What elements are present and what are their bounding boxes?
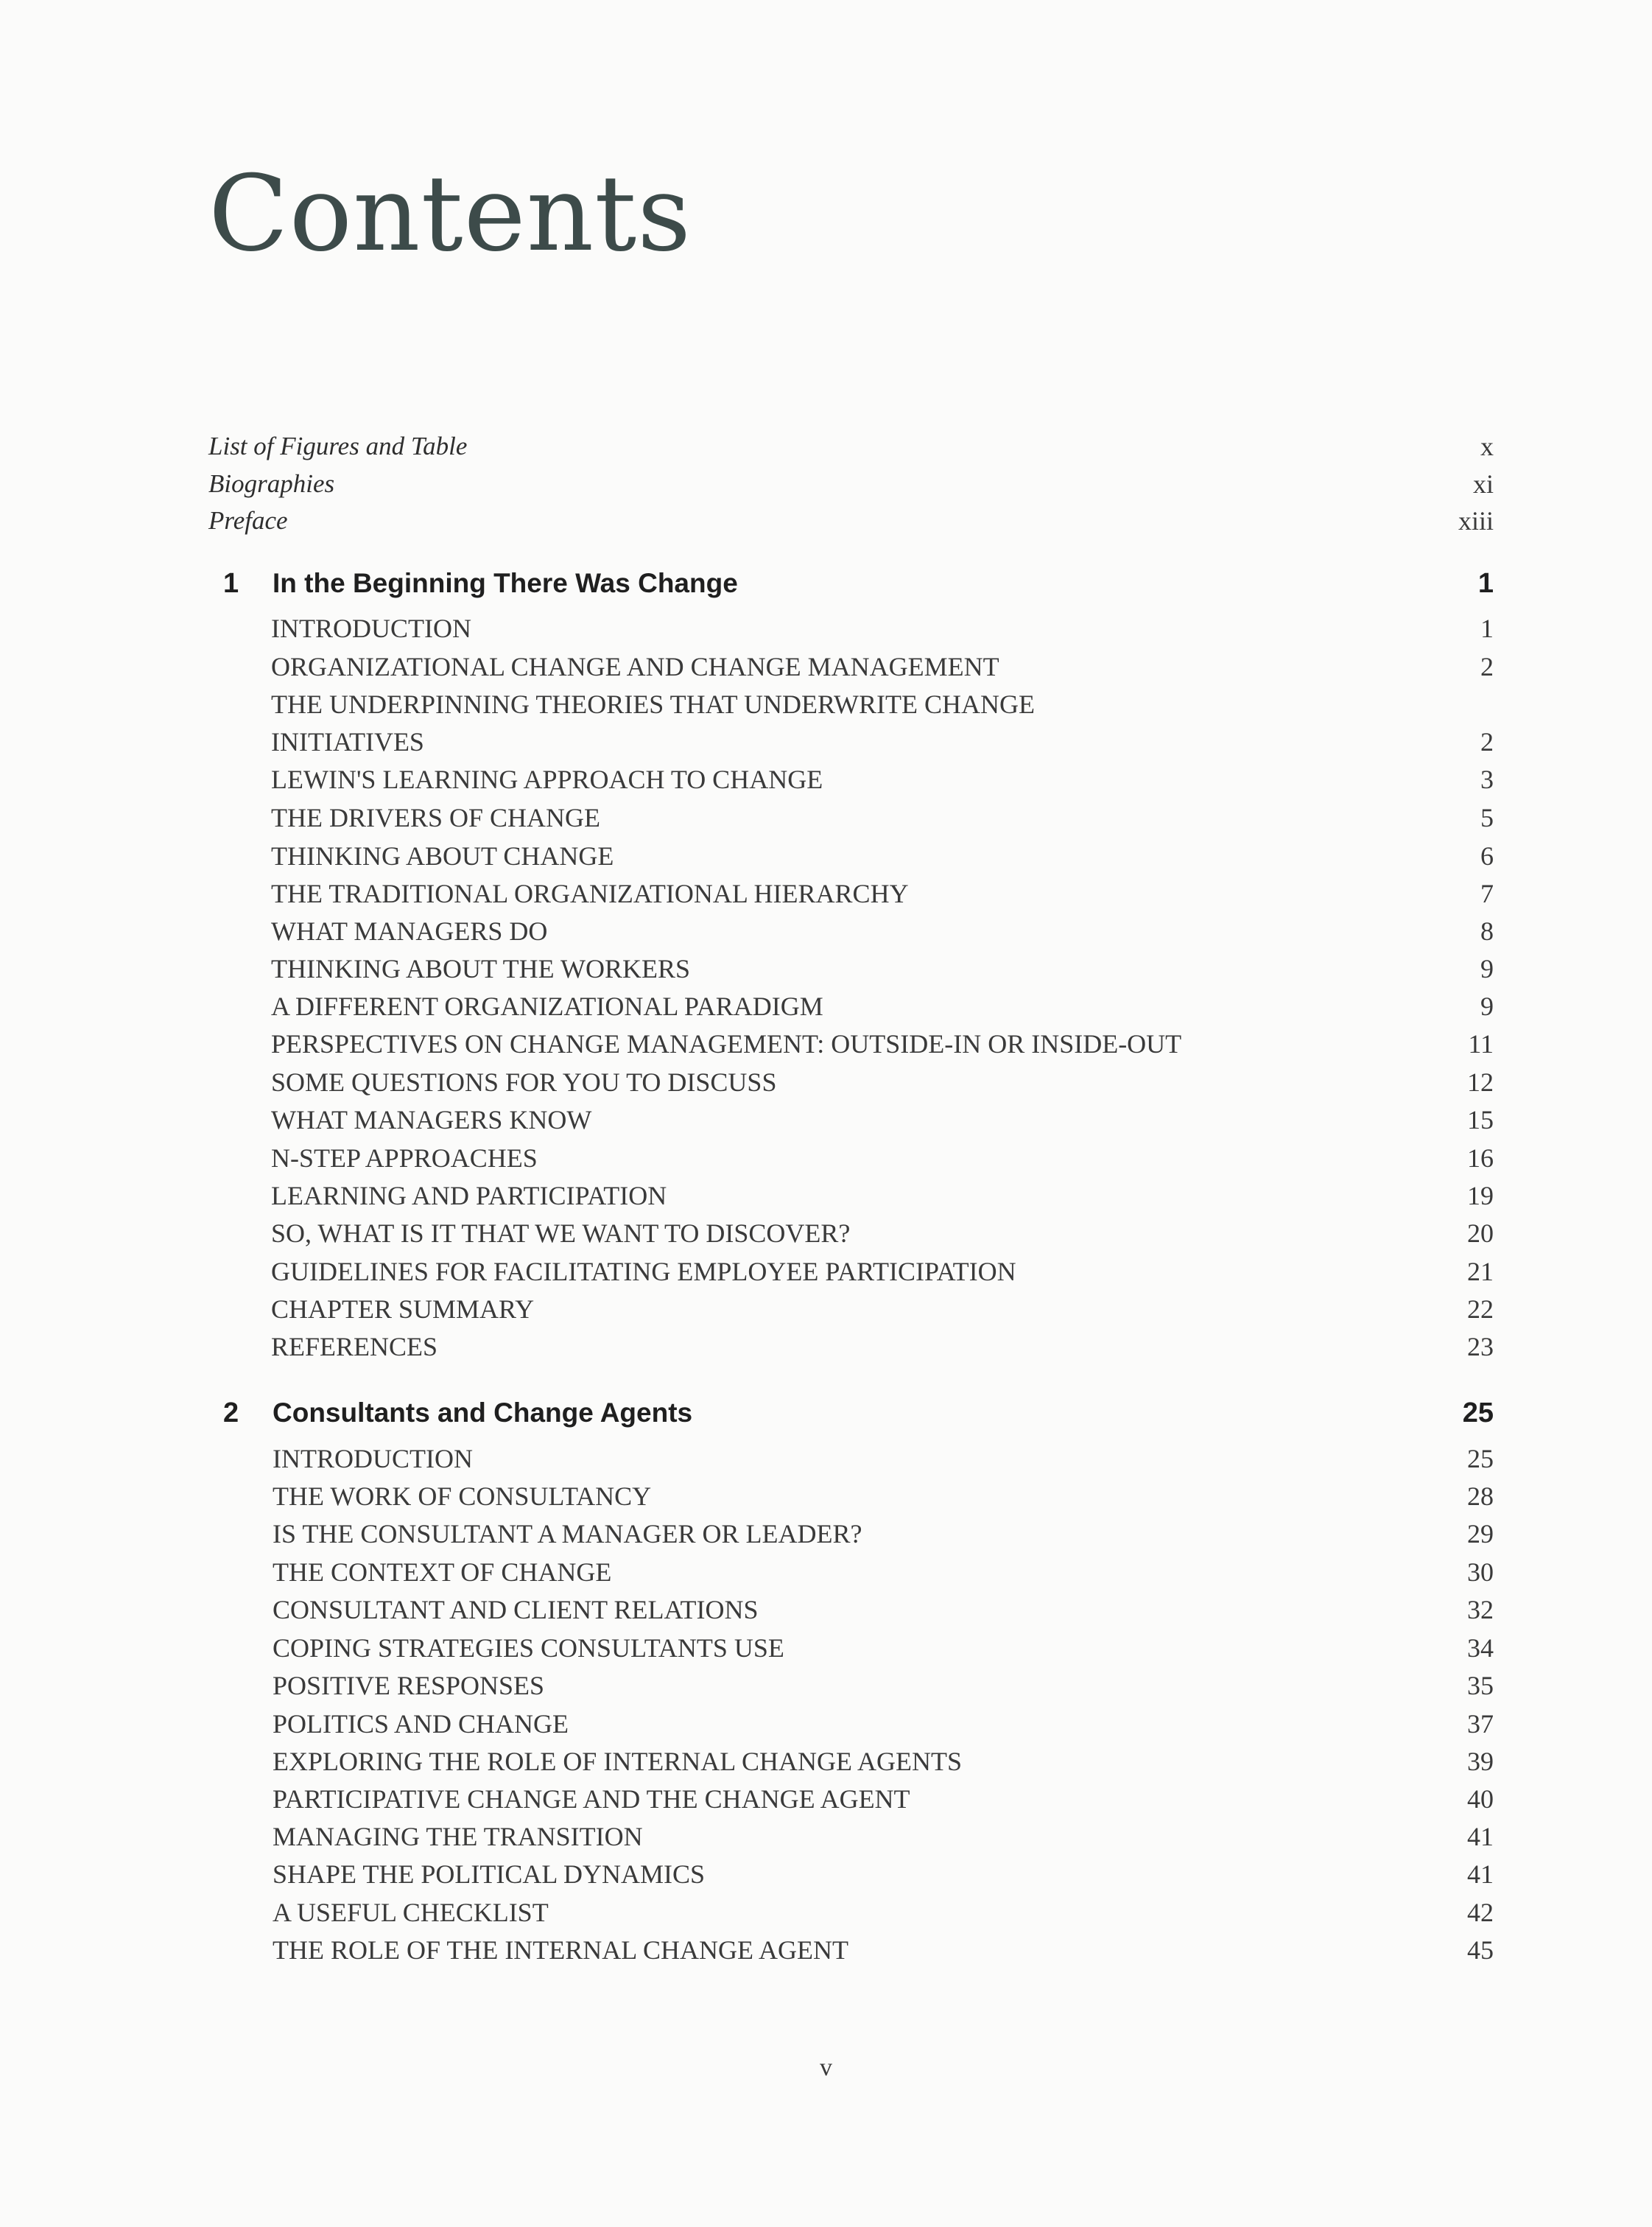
toc-entry[interactable] <box>0 1780 1494 1818</box>
section-title: COPING STRATEGIES CONSULTANTS USE <box>273 1633 784 1663</box>
page-number: 34 <box>1467 1633 1494 1663</box>
toc-entry[interactable] <box>0 1139 1494 1177</box>
page-number: 19 <box>1467 1181 1494 1210</box>
page-number: 6 <box>1480 841 1494 871</box>
section-title: SO, WHAT IS IT THAT WE WANT TO DISCOVER? <box>271 1218 851 1248</box>
folio-page-number: v <box>820 2054 832 2081</box>
toc-entry[interactable] <box>0 1290 1494 1328</box>
page-number: 7 <box>1480 879 1494 908</box>
chapter-number: 2 <box>223 1397 239 1428</box>
section-title: SOME QUESTIONS FOR YOU TO DISCUSS <box>271 1067 777 1097</box>
section-title: A USEFUL CHECKLIST <box>273 1898 549 1927</box>
front-matter-entry[interactable] <box>0 427 1494 466</box>
chapter-title: In the Beginning There Was Change <box>273 568 738 598</box>
section-title: PARTICIPATIVE CHANGE AND THE CHANGE AGENT <box>273 1784 910 1814</box>
toc-entry[interactable] <box>0 1817 1494 1856</box>
page-number: 39 <box>1467 1747 1494 1776</box>
page-number: xiii <box>1458 506 1494 536</box>
section-title: CHAPTER SUMMARY <box>271 1294 535 1324</box>
section-title: INTRODUCTION <box>273 1444 473 1473</box>
section-title: ORGANIZATIONAL CHANGE AND CHANGE MANAGEMENT <box>271 652 999 681</box>
page-number: 28 <box>1467 1481 1494 1511</box>
section-title: THE CONTEXT OF CHANGE <box>273 1557 612 1587</box>
toc-entry[interactable] <box>0 648 1494 686</box>
toc-entry[interactable] <box>0 1742 1494 1781</box>
page-number: 29 <box>1467 1519 1494 1549</box>
section-title: POLITICS AND CHANGE <box>273 1709 569 1739</box>
chapter-heading[interactable] <box>0 1394 1494 1432</box>
front-matter-entry[interactable] <box>0 502 1494 540</box>
section-title: EXPLORING THE ROLE OF INTERNAL CHANGE AGENTS <box>273 1747 962 1776</box>
section-title: IS THE CONSULTANT A MANAGER OR LEADER? <box>273 1519 862 1549</box>
toc-entry[interactable] <box>0 1931 1494 1969</box>
toc-entry[interactable] <box>0 1439 1494 1478</box>
chapter-number: 1 <box>223 568 239 599</box>
section-title: LEWIN'S LEARNING APPROACH TO CHANGE <box>271 765 823 794</box>
section-title: N-STEP APPROACHES <box>271 1143 538 1173</box>
toc-entry[interactable] <box>0 1063 1494 1101</box>
section-title: WHAT MANAGERS DO <box>271 916 548 946</box>
section-title: REFERENCES <box>271 1332 438 1361</box>
section-title: THE WORK OF CONSULTANCY <box>273 1481 652 1511</box>
toc-entry[interactable] <box>0 1214 1494 1252</box>
section-title: THE ROLE OF THE INTERNAL CHANGE AGENT <box>273 1935 848 1965</box>
toc-entry[interactable] <box>0 1252 1494 1291</box>
page-number: 1 <box>1480 614 1494 643</box>
page-number: 2 <box>1480 652 1494 681</box>
page-number: 9 <box>1480 992 1494 1021</box>
page-number: 3 <box>1480 765 1494 794</box>
section-title: THE UNDERPINNING THEORIES THAT UNDERWRITE CHANGE <box>271 690 1035 719</box>
section-title: THINKING ABOUT CHANGE <box>271 841 614 871</box>
front-matter-title: Preface <box>208 506 288 535</box>
section-title-continued: INITIATIVES <box>271 727 424 757</box>
toc-entry[interactable] <box>0 1515 1494 1553</box>
toc-entry[interactable] <box>0 609 1494 648</box>
section-title: PERSPECTIVES ON CHANGE MANAGEMENT: OUTSIDE-IN OR INSIDE-OUT <box>271 1029 1182 1059</box>
toc-entry[interactable] <box>0 1666 1494 1705</box>
page-number: 25 <box>1467 1444 1494 1473</box>
chapter-title: Consultants and Change Agents <box>273 1397 693 1428</box>
chapter-page-number: 25 <box>1462 1397 1494 1428</box>
page-number: 23 <box>1467 1332 1494 1361</box>
section-title: POSITIVE RESPONSES <box>273 1671 545 1700</box>
page-number: 8 <box>1480 916 1494 946</box>
page-number: 16 <box>1467 1143 1494 1173</box>
front-matter-title: List of Figures and Table <box>208 432 468 460</box>
page-number: 37 <box>1467 1709 1494 1739</box>
toc-entry[interactable] <box>0 1893 1494 1932</box>
page-number: 20 <box>1467 1218 1494 1248</box>
page-number: 41 <box>1467 1859 1494 1889</box>
page-number: 42 <box>1467 1898 1494 1927</box>
section-title: CONSULTANT AND CLIENT RELATIONS <box>273 1595 759 1624</box>
page-number: 45 <box>1467 1935 1494 1965</box>
toc-entry[interactable] <box>0 1477 1494 1515</box>
section-title: LEARNING AND PARTICIPATION <box>271 1181 667 1210</box>
section-title: GUIDELINES FOR FACILITATING EMPLOYEE PARTICIPATION <box>271 1257 1016 1286</box>
toc-entry[interactable] <box>0 685 1494 723</box>
toc-entry[interactable] <box>0 1855 1494 1893</box>
section-title: INTRODUCTION <box>271 614 471 643</box>
section-title: SHAPE THE POLITICAL DYNAMICS <box>273 1859 706 1889</box>
toc-entry[interactable] <box>0 874 1494 913</box>
front-matter-entry[interactable] <box>0 465 1494 503</box>
page-number: 35 <box>1467 1671 1494 1700</box>
toc-entry[interactable] <box>0 1025 1494 1063</box>
chapter-heading[interactable] <box>0 564 1494 603</box>
toc-entry[interactable] <box>0 837 1494 875</box>
toc-entry[interactable] <box>0 799 1494 837</box>
toc-entry[interactable] <box>0 1705 1494 1743</box>
toc-entry[interactable] <box>0 912 1494 950</box>
section-title: THE DRIVERS OF CHANGE <box>271 803 601 832</box>
front-matter-title: Biographies <box>208 469 335 498</box>
section-title: THINKING ABOUT THE WORKERS <box>271 954 691 983</box>
toc-entry[interactable] <box>0 1328 1494 1366</box>
toc-entry[interactable] <box>0 987 1494 1025</box>
page-number: 30 <box>1467 1557 1494 1587</box>
page-number: 40 <box>1467 1784 1494 1814</box>
page-number: x <box>1480 432 1494 461</box>
toc-entry[interactable] <box>0 1101 1494 1139</box>
chapter-page-number: 1 <box>1477 568 1494 599</box>
toc-entry[interactable] <box>0 1553 1494 1591</box>
page-number: 32 <box>1467 1595 1494 1624</box>
page-number: 12 <box>1467 1067 1494 1097</box>
section-title: A DIFFERENT ORGANIZATIONAL PARADIGM <box>271 992 823 1021</box>
page-number: 22 <box>1467 1294 1494 1324</box>
page-number: 15 <box>1467 1105 1494 1134</box>
toc-entry-continued[interactable] <box>0 723 1494 761</box>
page-number: 41 <box>1467 1822 1494 1851</box>
page-number: 5 <box>1480 803 1494 832</box>
toc-entry[interactable] <box>0 760 1494 799</box>
toc-entry[interactable] <box>0 1176 1494 1215</box>
section-title: THE TRADITIONAL ORGANIZATIONAL HIERARCHY <box>271 879 909 908</box>
page-title: Contents <box>208 153 692 275</box>
page-number: xi <box>1472 469 1494 499</box>
page-number: 9 <box>1480 954 1494 983</box>
toc-entry[interactable] <box>0 1591 1494 1629</box>
section-title: MANAGING THE TRANSITION <box>273 1822 643 1851</box>
toc-entry[interactable] <box>0 950 1494 988</box>
section-title: WHAT MANAGERS KNOW <box>271 1105 592 1134</box>
toc-entry[interactable] <box>0 1629 1494 1667</box>
page-number: 2 <box>1480 727 1494 757</box>
page-number: 11 <box>1468 1029 1494 1059</box>
page-number: 21 <box>1467 1257 1494 1286</box>
